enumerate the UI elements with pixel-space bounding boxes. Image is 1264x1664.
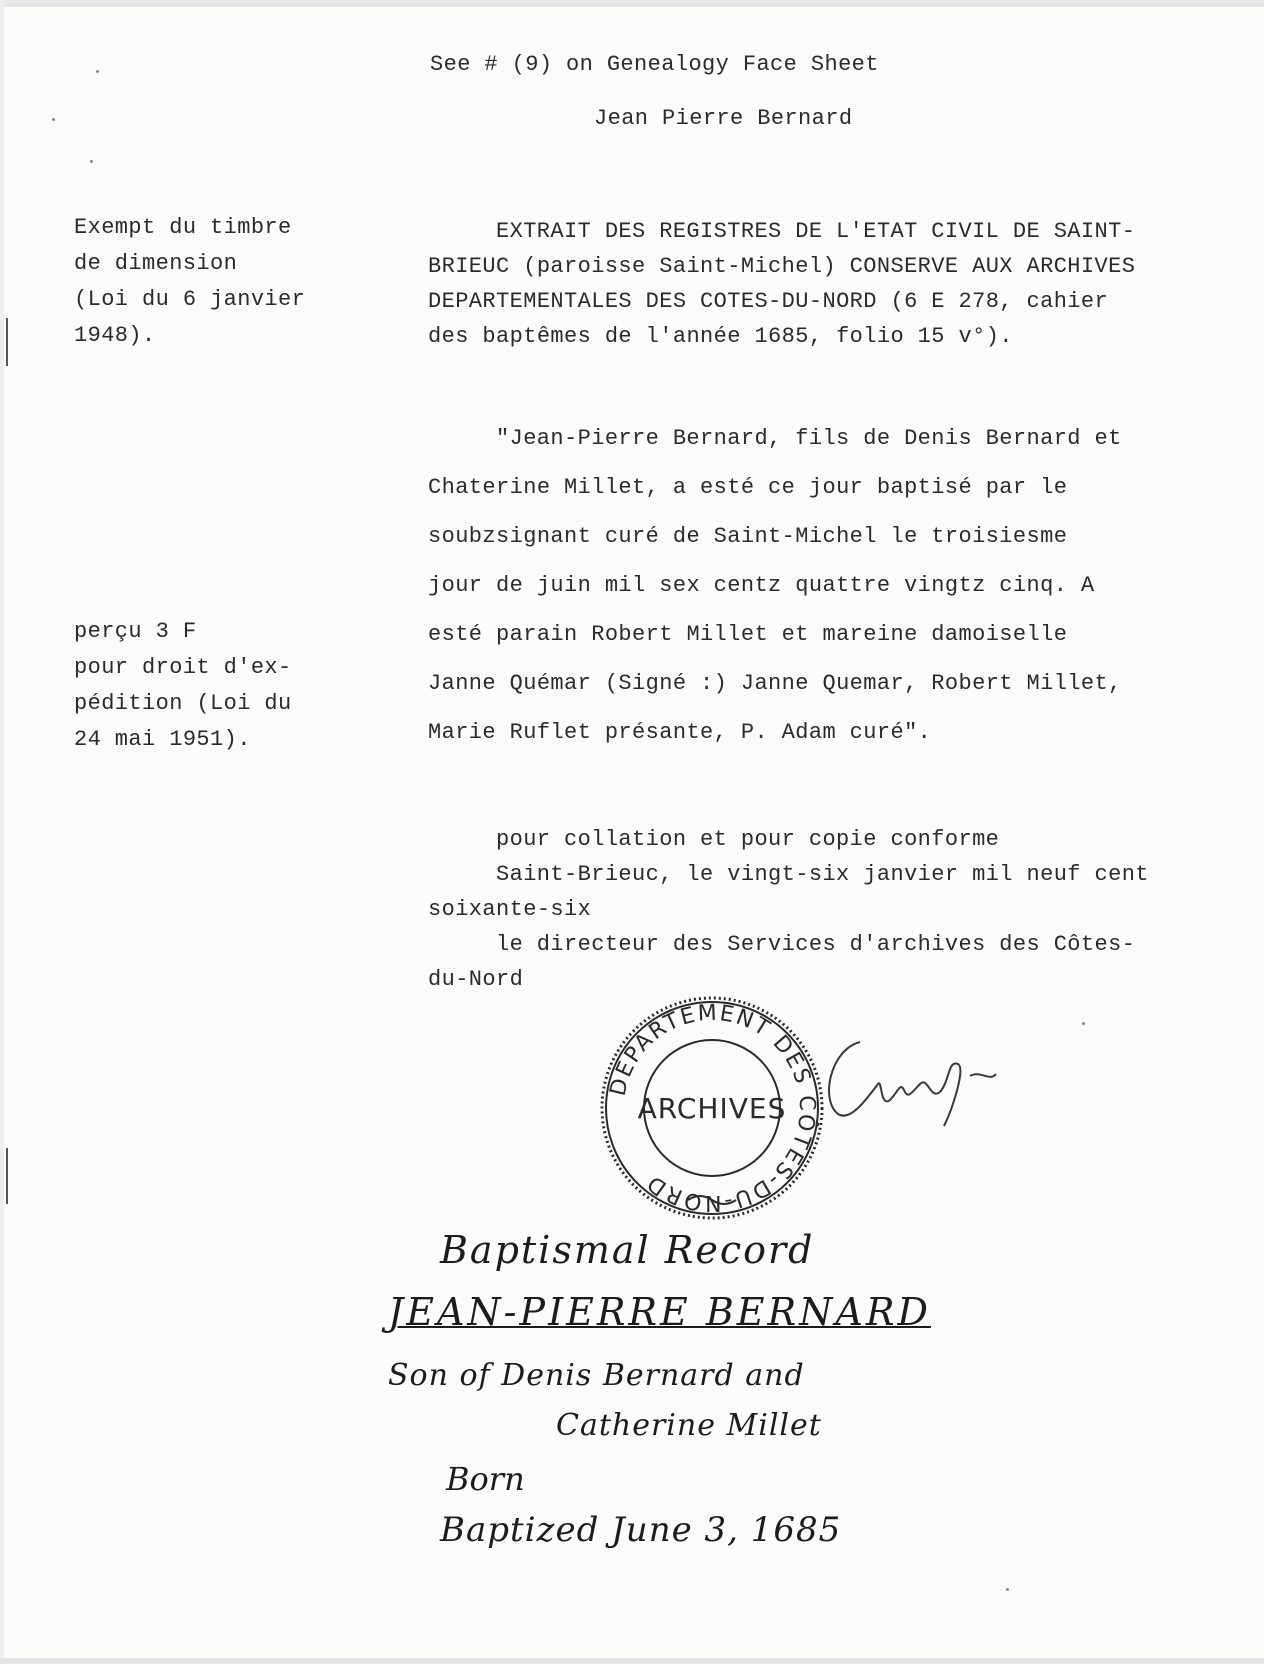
archives-seal-stamp xyxy=(596,992,828,1224)
scan-mark xyxy=(6,318,8,366)
seal-center-text: ARCHIVES xyxy=(637,1092,787,1125)
certification-line: soixante-six xyxy=(428,897,592,922)
seal-outer-text: DEPARTEMENT DES CÔTES-DU-NORD xyxy=(605,1000,820,1216)
handwritten-born-label: Born xyxy=(446,1460,525,1498)
margin-line: pour droit d'ex- xyxy=(74,655,292,680)
margin-line: Exempt du timbre xyxy=(74,215,292,240)
certification-line: du-Nord xyxy=(428,967,524,992)
record-line: Marie Ruflet présante, P. Adam curé". xyxy=(428,720,932,745)
record-line: Chaterine Millet, a esté ce jour baptisé par le xyxy=(428,475,1068,500)
subject-name: Jean Pierre Bernard xyxy=(594,106,853,131)
baptism-record-text xyxy=(428,414,1122,757)
scan-mark xyxy=(6,1148,8,1204)
record-line: Janne Quémar (Signé :) Janne Quemar, Robert Millet, xyxy=(428,671,1122,696)
margin-line: perçu 3 F xyxy=(74,619,197,644)
scan-edge-left xyxy=(0,0,4,1664)
certification-line: le directeur des Services d'archives des Côtes- xyxy=(496,932,1136,957)
director-signature xyxy=(820,1030,1020,1140)
handwritten-title: Baptismal Record xyxy=(440,1228,815,1272)
certification-line: Saint-Brieuc, le vingt-six janvier mil neuf cent xyxy=(496,862,1149,887)
margin-note-stamp-duty xyxy=(74,210,305,354)
margin-line: 1948). xyxy=(74,323,156,348)
record-line: "Jean-Pierre Bernard, fils de Denis Bernard et xyxy=(496,426,1122,451)
extract-line: BRIEUC (paroisse Saint-Michel) CONSERVE AUX ARCHIVES xyxy=(428,254,1136,279)
record-line: soubzsignant curé de Saint-Michel le troisiesme xyxy=(428,524,1068,549)
margin-line: (Loi du 6 janvier xyxy=(74,287,306,312)
extract-line: DEPARTEMENTALES DES COTES-DU-NORD (6 E 278, cahier xyxy=(428,289,1109,314)
scan-speck xyxy=(90,160,93,163)
scan-speck xyxy=(1006,1588,1009,1591)
scan-speck xyxy=(96,70,99,73)
genealogy-reference: See # (9) on Genealogy Face Sheet xyxy=(430,52,879,77)
handwritten-name: JEAN-PIERRE BERNARD xyxy=(388,1290,931,1334)
margin-line: pédition (Loi du xyxy=(74,691,292,716)
margin-line: de dimension xyxy=(74,251,238,276)
extract-line: des baptêmes de l'année 1685, folio 15 v°). xyxy=(428,324,1013,349)
scan-edge-top xyxy=(0,0,1264,7)
record-line: esté parain Robert Millet et mareine damoiselle xyxy=(428,622,1068,647)
scan-speck xyxy=(52,118,55,121)
extract-heading xyxy=(428,214,1135,354)
margin-note-fee xyxy=(74,614,292,758)
certification-line: pour collation et pour copie conforme xyxy=(496,827,1000,852)
scan-speck xyxy=(1082,1022,1085,1025)
handwritten-mother-line: Catherine Millet xyxy=(556,1408,822,1443)
handwritten-baptized-date: Baptized June 3, 1685 xyxy=(440,1510,842,1550)
handwritten-parent-line: Son of Denis Bernard and xyxy=(388,1358,805,1393)
margin-line: 24 mai 1951). xyxy=(74,727,251,752)
scan-edge-bottom xyxy=(0,1658,1264,1664)
record-line: jour de juin mil sex centz quattre vingtz cinq. A xyxy=(428,573,1095,598)
extract-line: EXTRAIT DES REGISTRES DE L'ETAT CIVIL DE SAINT- xyxy=(496,219,1136,244)
certification-text xyxy=(428,822,1149,997)
